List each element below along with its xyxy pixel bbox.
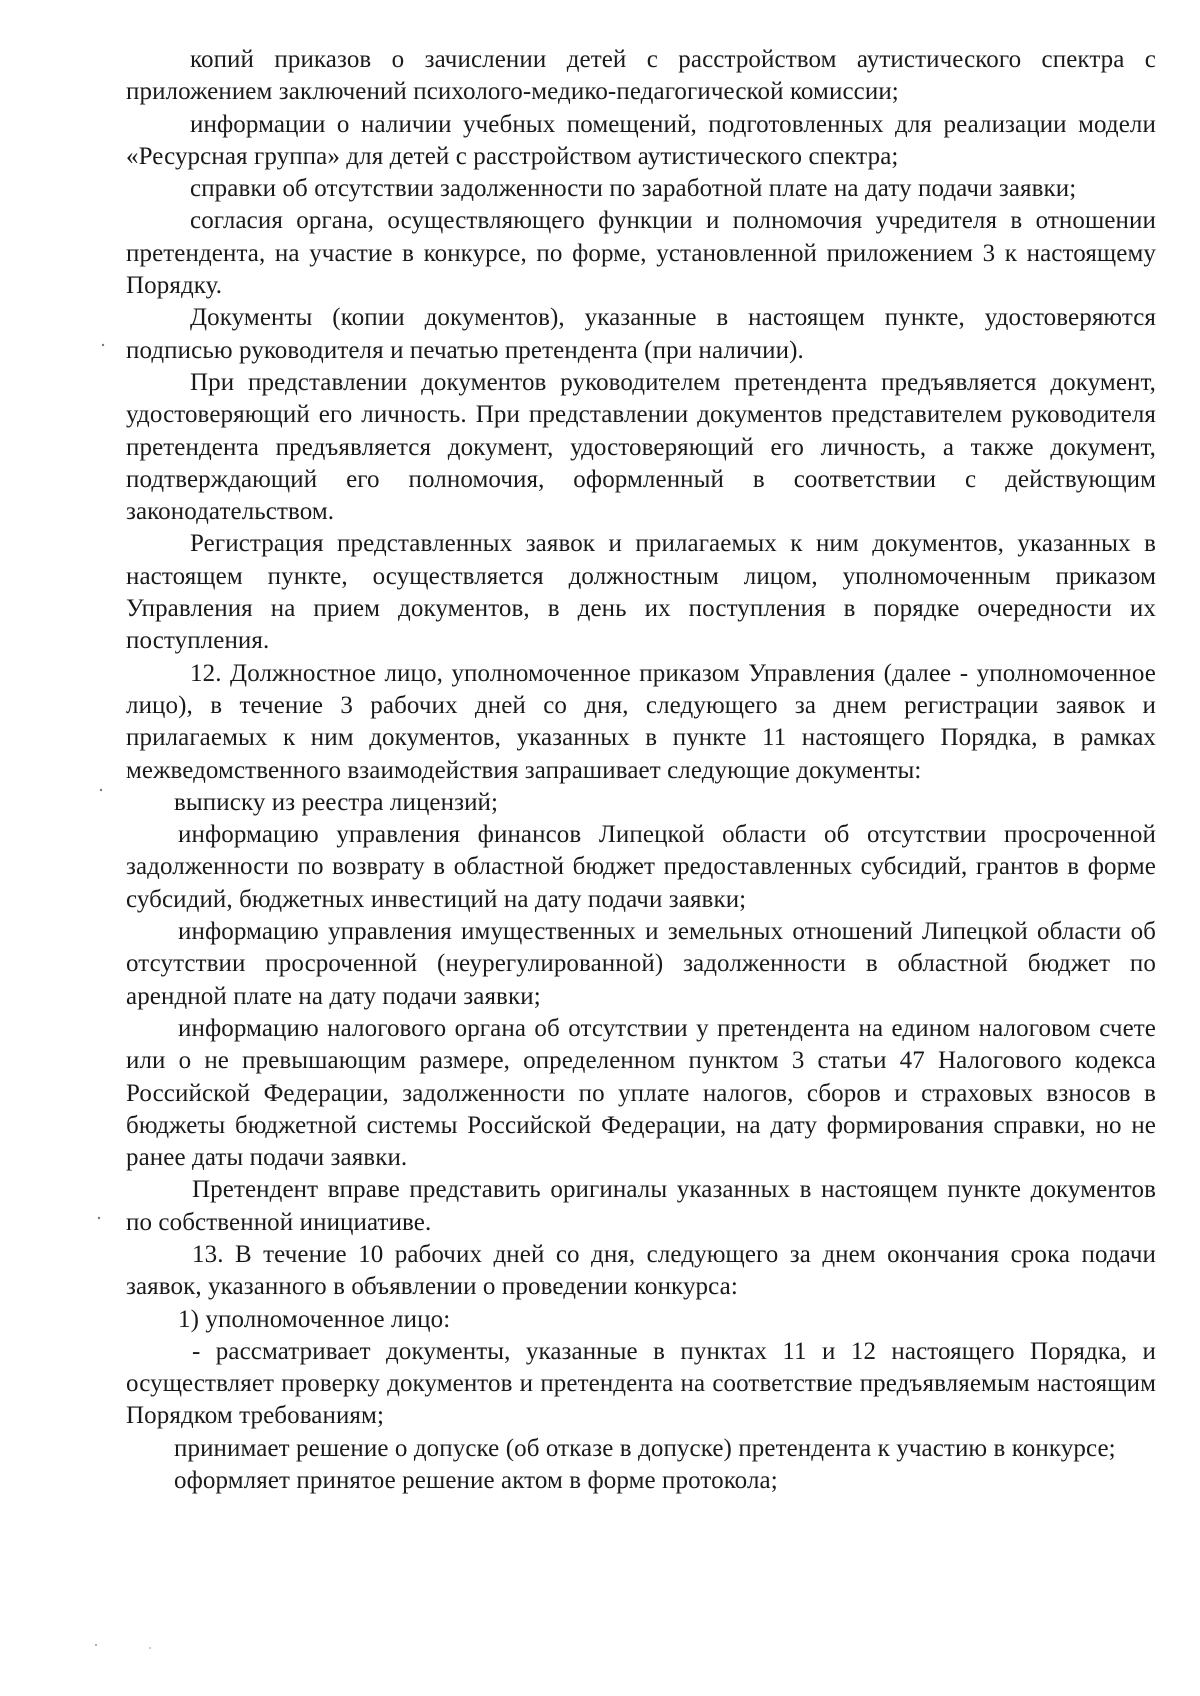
paragraph-admission-decision: принимает решение о допуске (об отказе в допуске) претендента к участию в конкурсе;	[174, 1434, 1116, 1462]
paragraph-registration: Регистрация представленных заявок и прилагаемых к ним документов, указанных в настоящем пункте, осуществляется должностным лицом, уполномоченным приказом Управления на прием документов, в день их поступления в порядке очередности их поступления.	[126, 530, 1156, 655]
paragraph-protocol: оформляет принятое решение актом в форме протокола;	[174, 1467, 778, 1495]
document-page	[126, 44, 1156, 1497]
paragraph-finance-info: информацию управления финансов Липецкой области об отсутствии просроченной задолженности по возврату в областной бюджет предоставленных субсидий, грантов в форме субсидий, бюджетных инвестиций на дату подачи заявки;	[126, 821, 1156, 913]
paragraph-founder-consent: согласия органа, осуществляющего функции и полномочия учредителя в отношении претендента, на участие в конкурсе, по форме, установленной приложением 3 к настоящему Порядку.	[126, 207, 1156, 300]
paragraph-originals-right: Претендент вправе представить оригиналы указанных в настоящем пункте документов по собственной инициативе.	[126, 1176, 1156, 1236]
paragraph-property-info: информацию управления имущественных и земельных отношений Липецкой области об отсутствии просроченной (неурегулированной) задолженности в областной бюджет по арендной плате на дату подачи заявки;	[126, 918, 1156, 1010]
paragraph-tax-info: информацию налогового органа об отсутствии у претендента на едином налоговом счете или о не превышающим размере, определенном пунктом 3 статьи 47 Налогового кодекса Российской Федерации, задолженности по уплате налогов, сборов и страховых взносов в бюджеты бюджетной системы Российской Федерации, на дату формирования справки, но не ранее даты подачи заявки.	[126, 1014, 1156, 1172]
paragraph-reviews-documents: - рассматривает документы, указанные в пунктах 11 и 12 настоящего Порядка, и осуществляет проверку документов и претендента на соответствие предъявляемым настоящим Порядком требованиям;	[126, 1337, 1156, 1430]
paragraph-authorized-person: 1) уполномоченное лицо:	[178, 1305, 451, 1333]
paragraph-orders-copies: копий приказов о зачислении детей с расстройством аутистического спектра с приложением заключений психолого-медико-педагогической комиссии;	[126, 46, 1156, 106]
paragraph-license-registry: выписку из реестра лицензий;	[174, 788, 499, 816]
paragraph-clause-12: 12. Должностное лицо, уполномоченное приказом Управления (далее - уполномоченное лицо), в течение 3 рабочих дней со дня, следующего за днем регистрации заявок и прилагаемых к ним документов, указанных в пункте 11 настоящего Порядка, в рамках межведомственного взаимодействия запрашивает следующие документы:	[126, 659, 1156, 784]
paragraph-clause-13: 13. В течение 10 рабочих дней со дня, следующего за днем окончания срока подачи заявок, указанного в объявлении о проведении конкурса:	[126, 1240, 1156, 1301]
paragraph-premises-info: информации о наличии учебных помещений, подготовленных для реализации модели «Ресурсная группа» для детей с расстройством аутистического спектра;	[126, 110, 1156, 170]
paragraph-salary-debt-certificate: справки об отсутствии задолженности по заработной плате на дату подачи заявки;	[190, 175, 1077, 203]
paragraph-documents-certification: Документы (копии документов), указанные в настоящем пункте, удостоверяются подписью руководителя и печатью претендента (при наличии).	[126, 304, 1156, 364]
paragraph-identity-documents: При представлении документов руководителем претендента предъявляется документ, удостоверяющий его личность. При представлении документов представителем руководителя претендента предъявляется документ, удостоверяющий его личность, а также документ, подтверждающий его полномочия, оформленный в соответствии с действующим законодательством.	[126, 368, 1156, 526]
